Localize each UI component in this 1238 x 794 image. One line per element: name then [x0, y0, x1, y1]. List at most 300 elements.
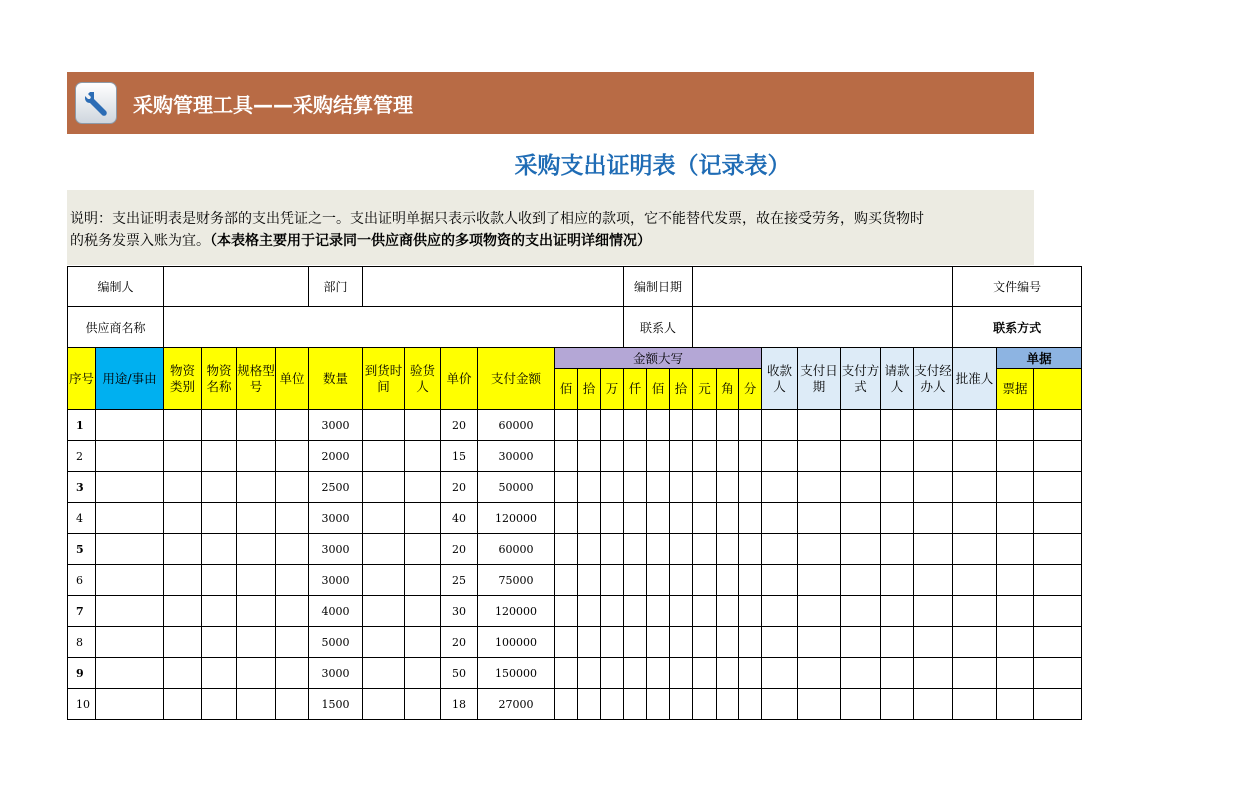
row-digit-cell[interactable] — [601, 534, 624, 565]
row-qty[interactable]: 3000 — [309, 503, 363, 534]
row-requester[interactable] — [881, 472, 914, 503]
row-digit-cell[interactable] — [739, 627, 762, 658]
row-digit-cell[interactable] — [670, 534, 693, 565]
row-pay-date[interactable] — [798, 534, 841, 565]
row-digit-cell[interactable] — [601, 658, 624, 689]
row-spec[interactable] — [237, 596, 276, 627]
dept-field[interactable] — [363, 267, 624, 307]
col-qty: 数量 — [309, 348, 363, 410]
row-digit-cell[interactable] — [739, 689, 762, 720]
date-field[interactable] — [693, 267, 953, 307]
row-digit-cell[interactable] — [555, 596, 578, 627]
row-digit-cell[interactable] — [624, 658, 647, 689]
row-digit-cell[interactable] — [578, 472, 601, 503]
row-seq: 3 — [68, 472, 96, 503]
row-digit-cell[interactable] — [670, 627, 693, 658]
row-handler[interactable] — [914, 689, 953, 720]
row-digit-cell[interactable] — [624, 503, 647, 534]
row-digit-cell[interactable] — [670, 472, 693, 503]
row-pay-date[interactable] — [798, 627, 841, 658]
row-pay-method[interactable] — [841, 627, 881, 658]
row-documents-extra[interactable] — [1034, 565, 1082, 596]
row-digit-cell[interactable] — [624, 627, 647, 658]
record-table-area — [67, 266, 1052, 722]
row-name[interactable] — [202, 410, 237, 441]
row-pay-date[interactable] — [798, 472, 841, 503]
row-payee[interactable] — [762, 627, 798, 658]
row-purpose[interactable] — [96, 441, 164, 472]
row-digit-cell[interactable] — [578, 410, 601, 441]
row-purpose[interactable] — [96, 689, 164, 720]
row-qty[interactable]: 3000 — [309, 565, 363, 596]
row-pay-date[interactable] — [798, 503, 841, 534]
row-digit-cell[interactable] — [717, 689, 739, 720]
row-price[interactable]: 15 — [441, 441, 478, 472]
row-digit-cell[interactable] — [647, 441, 670, 472]
row-receipt[interactable] — [997, 565, 1034, 596]
row-seq: 5 — [68, 534, 96, 565]
row-arrival[interactable] — [363, 503, 405, 534]
row-digit-cell[interactable] — [693, 472, 717, 503]
row-spec[interactable] — [237, 627, 276, 658]
row-digit-cell[interactable] — [647, 503, 670, 534]
col-spec: 规格型号 — [237, 348, 276, 410]
row-category[interactable] — [164, 689, 202, 720]
table-row — [68, 596, 1082, 627]
row-requester[interactable] — [881, 627, 914, 658]
row-spec[interactable] — [237, 534, 276, 565]
row-documents-extra[interactable] — [1034, 534, 1082, 565]
row-amount[interactable]: 50000 — [478, 472, 555, 503]
row-payee[interactable] — [762, 689, 798, 720]
row-digit-cell[interactable] — [578, 627, 601, 658]
row-purpose[interactable] — [96, 410, 164, 441]
row-receipt[interactable] — [997, 596, 1034, 627]
row-requester[interactable] — [881, 503, 914, 534]
row-pay-date[interactable] — [798, 410, 841, 441]
row-inspector[interactable] — [405, 472, 441, 503]
row-qty[interactable]: 4000 — [309, 596, 363, 627]
row-digit-cell[interactable] — [624, 410, 647, 441]
row-handler[interactable] — [914, 627, 953, 658]
row-payee[interactable] — [762, 565, 798, 596]
row-spec[interactable] — [237, 658, 276, 689]
row-digit-cell[interactable] — [578, 689, 601, 720]
row-digit-cell[interactable] — [555, 472, 578, 503]
row-requester[interactable] — [881, 658, 914, 689]
col-purpose: 用途/事由 — [96, 348, 164, 410]
row-digit-cell[interactable] — [693, 596, 717, 627]
row-payee[interactable] — [762, 596, 798, 627]
row-digit-cell[interactable] — [555, 410, 578, 441]
row-receipt[interactable] — [997, 658, 1034, 689]
app-banner — [67, 72, 1034, 134]
row-spec[interactable] — [237, 410, 276, 441]
row-arrival[interactable] — [363, 658, 405, 689]
row-price[interactable]: 50 — [441, 658, 478, 689]
row-digit-cell[interactable] — [647, 627, 670, 658]
row-approver[interactable] — [953, 472, 997, 503]
row-documents-extra[interactable] — [1034, 658, 1082, 689]
row-digit-cell[interactable] — [739, 658, 762, 689]
row-approver[interactable] — [953, 658, 997, 689]
row-name[interactable] — [202, 503, 237, 534]
row-category[interactable] — [164, 503, 202, 534]
row-arrival[interactable] — [363, 472, 405, 503]
row-approver[interactable] — [953, 596, 997, 627]
row-digit-cell[interactable] — [717, 503, 739, 534]
row-requester[interactable] — [881, 689, 914, 720]
row-digit-cell[interactable] — [601, 596, 624, 627]
row-digit-cell[interactable] — [647, 689, 670, 720]
row-arrival[interactable] — [363, 565, 405, 596]
row-digit-cell[interactable] — [578, 534, 601, 565]
row-pay-date[interactable] — [798, 658, 841, 689]
row-price[interactable]: 20 — [441, 534, 478, 565]
row-purpose[interactable] — [96, 503, 164, 534]
row-handler[interactable] — [914, 658, 953, 689]
row-category[interactable] — [164, 534, 202, 565]
row-name[interactable] — [202, 689, 237, 720]
row-unit[interactable] — [276, 658, 309, 689]
contact-field[interactable] — [693, 307, 953, 348]
row-digit-cell[interactable] — [693, 503, 717, 534]
row-pay-method[interactable] — [841, 503, 881, 534]
row-amount[interactable]: 120000 — [478, 503, 555, 534]
row-digit-cell[interactable] — [717, 472, 739, 503]
row-receipt[interactable] — [997, 441, 1034, 472]
row-digit-cell[interactable] — [555, 689, 578, 720]
row-category[interactable] — [164, 472, 202, 503]
row-digit-cell[interactable] — [693, 658, 717, 689]
row-digit-cell[interactable] — [647, 472, 670, 503]
row-digit-cell[interactable] — [601, 441, 624, 472]
row-receipt[interactable] — [997, 534, 1034, 565]
row-digit-cell[interactable] — [555, 534, 578, 565]
row-documents-extra[interactable] — [1034, 689, 1082, 720]
row-approver[interactable] — [953, 689, 997, 720]
row-amount[interactable]: 60000 — [478, 410, 555, 441]
row-inspector[interactable] — [405, 410, 441, 441]
row-digit-cell[interactable] — [693, 534, 717, 565]
expense-record-table — [67, 266, 1082, 720]
row-amount[interactable]: 75000 — [478, 565, 555, 596]
row-digit-cell[interactable] — [670, 503, 693, 534]
row-category[interactable] — [164, 658, 202, 689]
row-name[interactable] — [202, 627, 237, 658]
row-category[interactable] — [164, 596, 202, 627]
row-digit-cell[interactable] — [739, 472, 762, 503]
contact-label: 联系人 — [624, 307, 693, 348]
row-approver[interactable] — [953, 534, 997, 565]
row-spec[interactable] — [237, 472, 276, 503]
row-arrival[interactable] — [363, 441, 405, 472]
row-receipt[interactable] — [997, 410, 1034, 441]
row-digit-cell[interactable] — [555, 627, 578, 658]
row-payee[interactable] — [762, 472, 798, 503]
row-payee[interactable] — [762, 410, 798, 441]
row-inspector[interactable] — [405, 441, 441, 472]
row-digit-cell[interactable] — [717, 441, 739, 472]
row-amount[interactable]: 60000 — [478, 534, 555, 565]
row-name[interactable] — [202, 596, 237, 627]
row-unit[interactable] — [276, 472, 309, 503]
row-unit[interactable] — [276, 503, 309, 534]
row-inspector[interactable] — [405, 534, 441, 565]
row-unit[interactable] — [276, 689, 309, 720]
row-digit-cell[interactable] — [601, 627, 624, 658]
row-digit-cell[interactable] — [670, 410, 693, 441]
row-purpose[interactable] — [96, 596, 164, 627]
row-pay-method[interactable] — [841, 689, 881, 720]
table-row — [68, 689, 1082, 720]
description-line-2 — [70, 230, 1034, 252]
row-requester[interactable] — [881, 565, 914, 596]
row-purpose[interactable] — [96, 658, 164, 689]
row-handler[interactable] — [914, 534, 953, 565]
row-documents-extra[interactable] — [1034, 441, 1082, 472]
row-documents-extra[interactable] — [1034, 472, 1082, 503]
row-digit-cell[interactable] — [647, 565, 670, 596]
row-digit-cell[interactable] — [670, 658, 693, 689]
row-pay-method[interactable] — [841, 534, 881, 565]
row-digit-cell[interactable] — [624, 565, 647, 596]
row-spec[interactable] — [237, 441, 276, 472]
row-category[interactable] — [164, 627, 202, 658]
row-digit-cell[interactable] — [647, 658, 670, 689]
row-receipt[interactable] — [997, 689, 1034, 720]
row-documents-extra[interactable] — [1034, 503, 1082, 534]
col-digit-wan: 万 — [601, 369, 624, 410]
row-unit[interactable] — [276, 565, 309, 596]
row-pay-method[interactable] — [841, 472, 881, 503]
row-inspector[interactable] — [405, 689, 441, 720]
row-digit-cell[interactable] — [739, 565, 762, 596]
row-qty[interactable]: 1500 — [309, 689, 363, 720]
row-pay-date[interactable] — [798, 441, 841, 472]
row-digit-cell[interactable] — [670, 689, 693, 720]
row-digit-cell[interactable] — [647, 410, 670, 441]
row-qty[interactable]: 3000 — [309, 534, 363, 565]
row-documents-extra[interactable] — [1034, 410, 1082, 441]
row-payee[interactable] — [762, 441, 798, 472]
row-category[interactable] — [164, 410, 202, 441]
row-pay-method[interactable] — [841, 565, 881, 596]
row-name[interactable] — [202, 441, 237, 472]
row-handler[interactable] — [914, 441, 953, 472]
row-inspector[interactable] — [405, 596, 441, 627]
row-digit-cell[interactable] — [717, 534, 739, 565]
row-handler[interactable] — [914, 596, 953, 627]
supplier-field[interactable] — [164, 307, 624, 348]
row-category[interactable] — [164, 441, 202, 472]
row-amount[interactable]: 30000 — [478, 441, 555, 472]
row-amount[interactable]: 120000 — [478, 596, 555, 627]
row-digit-cell[interactable] — [624, 472, 647, 503]
row-purpose[interactable] — [96, 534, 164, 565]
description-box — [67, 190, 1034, 265]
row-payee[interactable] — [762, 503, 798, 534]
row-digit-cell[interactable] — [717, 627, 739, 658]
row-pay-method[interactable] — [841, 658, 881, 689]
row-inspector[interactable] — [405, 658, 441, 689]
row-receipt[interactable] — [997, 627, 1034, 658]
row-price[interactable]: 30 — [441, 596, 478, 627]
row-name[interactable] — [202, 472, 237, 503]
row-digit-cell[interactable] — [739, 410, 762, 441]
row-digit-cell[interactable] — [601, 503, 624, 534]
row-spec[interactable] — [237, 565, 276, 596]
row-unit[interactable] — [276, 534, 309, 565]
row-requester[interactable] — [881, 441, 914, 472]
table-row — [68, 472, 1082, 503]
row-payee[interactable] — [762, 534, 798, 565]
row-approver[interactable] — [953, 627, 997, 658]
row-purpose[interactable] — [96, 472, 164, 503]
row-digit-cell[interactable] — [693, 441, 717, 472]
row-digit-cell[interactable] — [624, 534, 647, 565]
row-approver[interactable] — [953, 565, 997, 596]
row-approver[interactable] — [953, 441, 997, 472]
row-digit-cell[interactable] — [647, 596, 670, 627]
row-digit-cell[interactable] — [693, 565, 717, 596]
row-documents-extra[interactable] — [1034, 596, 1082, 627]
row-handler[interactable] — [914, 410, 953, 441]
row-payee[interactable] — [762, 658, 798, 689]
row-digit-cell[interactable] — [693, 689, 717, 720]
table-row — [68, 658, 1082, 689]
row-purpose[interactable] — [96, 627, 164, 658]
row-requester[interactable] — [881, 534, 914, 565]
row-digit-cell[interactable] — [555, 565, 578, 596]
row-approver[interactable] — [953, 503, 997, 534]
row-pay-date[interactable] — [798, 596, 841, 627]
row-qty[interactable]: 3000 — [309, 410, 363, 441]
preparer-field[interactable] — [164, 267, 309, 307]
row-qty[interactable]: 3000 — [309, 658, 363, 689]
row-digit-cell[interactable] — [624, 441, 647, 472]
row-digit-cell[interactable] — [578, 565, 601, 596]
row-handler[interactable] — [914, 472, 953, 503]
row-price[interactable]: 40 — [441, 503, 478, 534]
row-digit-cell[interactable] — [601, 410, 624, 441]
row-qty[interactable]: 2000 — [309, 441, 363, 472]
row-digit-cell[interactable] — [717, 596, 739, 627]
row-digit-cell[interactable] — [717, 410, 739, 441]
row-digit-cell[interactable] — [693, 410, 717, 441]
row-digit-cell[interactable] — [578, 441, 601, 472]
row-price[interactable]: 20 — [441, 627, 478, 658]
dept-label: 部门 — [309, 267, 363, 307]
col-price: 单价 — [441, 348, 478, 410]
row-digit-cell[interactable] — [670, 596, 693, 627]
row-digit-cell[interactable] — [717, 658, 739, 689]
row-amount[interactable]: 27000 — [478, 689, 555, 720]
row-inspector[interactable] — [405, 503, 441, 534]
row-price[interactable]: 20 — [441, 472, 478, 503]
table-row — [68, 410, 1082, 441]
row-spec[interactable] — [237, 503, 276, 534]
row-arrival[interactable] — [363, 534, 405, 565]
row-digit-cell[interactable] — [601, 472, 624, 503]
row-category[interactable] — [164, 565, 202, 596]
row-seq: 8 — [68, 627, 96, 658]
row-name[interactable] — [202, 658, 237, 689]
row-digit-cell[interactable] — [624, 596, 647, 627]
row-qty[interactable]: 5000 — [309, 627, 363, 658]
col-payee: 收款人 — [762, 348, 798, 410]
row-digit-cell[interactable] — [693, 627, 717, 658]
row-documents-extra[interactable] — [1034, 627, 1082, 658]
row-digit-cell[interactable] — [670, 565, 693, 596]
row-arrival[interactable] — [363, 627, 405, 658]
row-unit[interactable] — [276, 627, 309, 658]
row-arrival[interactable] — [363, 596, 405, 627]
row-requester[interactable] — [881, 596, 914, 627]
row-unit[interactable] — [276, 410, 309, 441]
row-spec[interactable] — [237, 689, 276, 720]
row-digit-cell[interactable] — [739, 503, 762, 534]
row-digit-cell[interactable] — [670, 441, 693, 472]
row-handler[interactable] — [914, 565, 953, 596]
row-qty[interactable]: 2500 — [309, 472, 363, 503]
row-digit-cell[interactable] — [624, 689, 647, 720]
row-digit-cell[interactable] — [578, 503, 601, 534]
row-digit-cell[interactable] — [578, 596, 601, 627]
row-pay-method[interactable] — [841, 596, 881, 627]
row-pay-method[interactable] — [841, 441, 881, 472]
row-arrival[interactable] — [363, 410, 405, 441]
row-digit-cell[interactable] — [739, 534, 762, 565]
row-arrival[interactable] — [363, 689, 405, 720]
row-digit-cell[interactable] — [555, 503, 578, 534]
row-receipt[interactable] — [997, 503, 1034, 534]
row-purpose[interactable] — [96, 565, 164, 596]
row-digit-cell[interactable] — [555, 658, 578, 689]
row-digit-cell[interactable] — [601, 565, 624, 596]
row-digit-cell[interactable] — [647, 534, 670, 565]
description-plain: 的税务发票入账为宜。 — [70, 233, 210, 249]
row-amount[interactable]: 100000 — [478, 627, 555, 658]
row-digit-cell[interactable] — [555, 441, 578, 472]
row-price[interactable]: 18 — [441, 689, 478, 720]
row-unit[interactable] — [276, 441, 309, 472]
row-handler[interactable] — [914, 503, 953, 534]
preparer-label: 编制人 — [68, 267, 164, 307]
col-digit-yuan: 元 — [693, 369, 717, 410]
col-digit-shi: 拾 — [578, 369, 601, 410]
row-digit-cell[interactable] — [578, 658, 601, 689]
row-inspector[interactable] — [405, 565, 441, 596]
row-digit-cell[interactable] — [739, 596, 762, 627]
row-receipt[interactable] — [997, 472, 1034, 503]
row-unit[interactable] — [276, 596, 309, 627]
row-name[interactable] — [202, 565, 237, 596]
row-pay-method[interactable] — [841, 410, 881, 441]
row-price[interactable]: 20 — [441, 410, 478, 441]
row-pay-date[interactable] — [798, 565, 841, 596]
row-requester[interactable] — [881, 410, 914, 441]
row-digit-cell[interactable] — [739, 441, 762, 472]
row-pay-date[interactable] — [798, 689, 841, 720]
row-amount[interactable]: 150000 — [478, 658, 555, 689]
row-approver[interactable] — [953, 410, 997, 441]
row-name[interactable] — [202, 534, 237, 565]
row-price[interactable]: 25 — [441, 565, 478, 596]
row-inspector[interactable] — [405, 627, 441, 658]
row-digit-cell[interactable] — [717, 565, 739, 596]
row-digit-cell[interactable] — [601, 689, 624, 720]
